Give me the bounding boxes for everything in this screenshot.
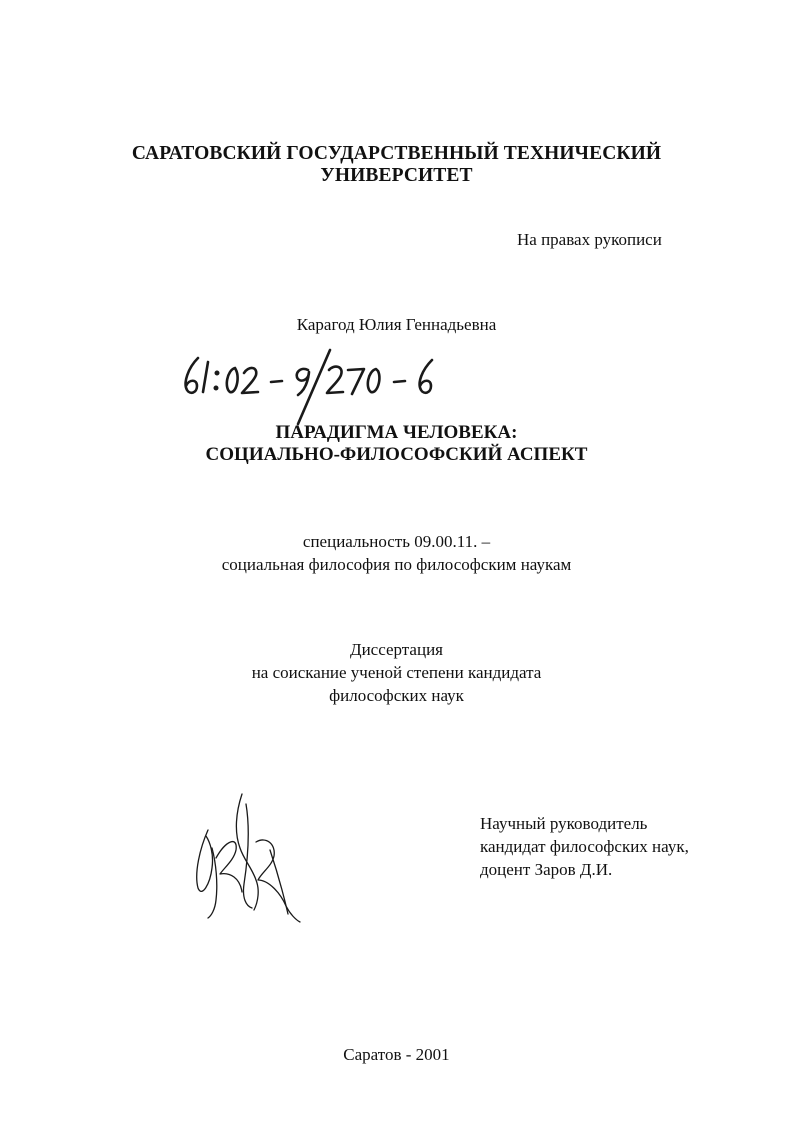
university-name [0, 143, 793, 187]
author-name: Карагод Юлия Геннадьевна [296, 315, 497, 334]
university-name-line-2: УНИВЕРСИТЕТ [320, 165, 473, 186]
dissertation-title-line-2: СОЦИАЛЬНО-ФИЛОСОФСКИЙ АСПЕКТ [205, 444, 588, 465]
handwritten-code [178, 348, 450, 426]
signature [186, 788, 306, 928]
university-name-line-1: САРАТОВСКИЙ ГОСУДАРСТВЕННЫЙ ТЕХНИЧЕСКИЙ [131, 143, 662, 164]
dissertation-type-line-2: на соискание ученой степени кандидата [251, 663, 542, 682]
specialty-line-2: социальная философия по философским наукам [221, 555, 572, 574]
dissertation-type-line-3: философских наук [329, 686, 464, 705]
dissertation-title [0, 422, 793, 466]
advisor-line-3: доцент Заров Д.И. [480, 860, 613, 879]
city-year: Саратов - 2001 [343, 1045, 450, 1064]
advisor-line-2: кандидат философских наук, [480, 837, 689, 856]
dissertation-type-line-1: Диссертация [349, 640, 443, 659]
manuscript-note: На правах рукописи [517, 230, 662, 249]
advisor-line-1: Научный руководитель [480, 814, 648, 833]
scientific-advisor [480, 812, 689, 881]
dissertation-title-line-1: ПАРАДИГМА ЧЕЛОВЕКА: [275, 422, 518, 443]
specialty-line-1: специальность 09.00.11. – [302, 532, 491, 551]
dissertation-type [0, 638, 793, 707]
specialty [0, 530, 793, 576]
